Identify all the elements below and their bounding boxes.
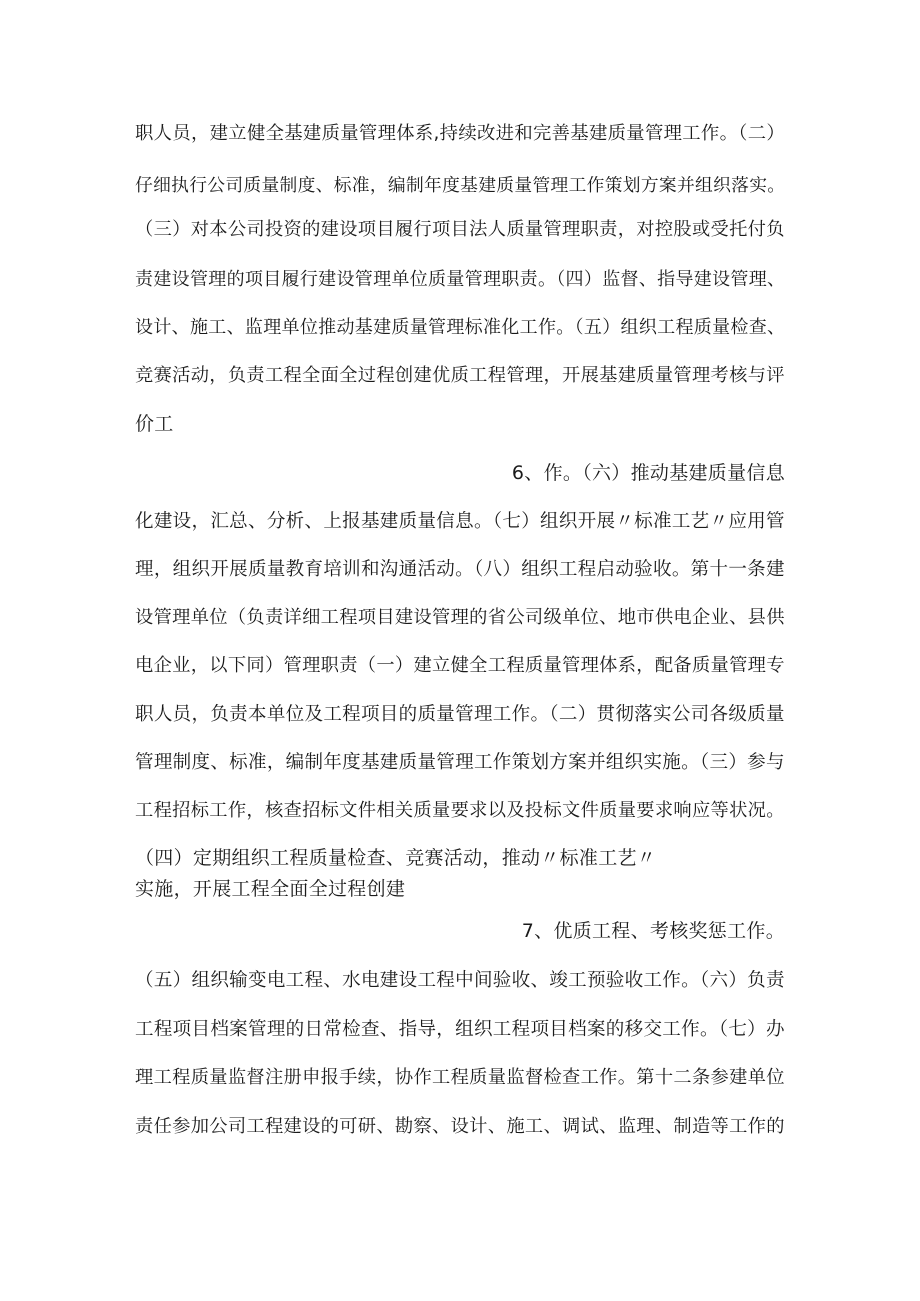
text-line: 实施，开展工程全面全过程创建 [135, 878, 406, 900]
section-heading-7: 7、优质工程、考核奖惩工作。 [521, 920, 785, 942]
text-line: 职人员，负责本单位及工程项目的质量管理工作。（二）贯彻落实公司各级质量 [135, 704, 785, 725]
text-line: （四）定期组织工程质量检查、竞赛活动，推动〃标准工艺〃 [135, 847, 657, 869]
text-line: 职人员，建立健全基建质量管理体系,持续改进和完善基建质量管理工作。（二） [135, 123, 786, 144]
text-line: 管理制度、标准，编制年度基建质量管理工作策划方案并组织实施。（三）参与 [135, 752, 785, 773]
text-line: 工程招标工作，核查招标文件相关质量要求以及投标文件质量要求响应等状况。 [135, 800, 785, 821]
text-line: 设管理单位（负责详细工程项目建设管理的省公司级单位、地市供电企业、县供 [135, 607, 785, 628]
text-line: （三）对本公司投资的建设项目履行项目法人质量管理职责，对控股或受托付负 [135, 219, 785, 240]
text-line: 工程项目档案管理的日常检查、指导，组织工程项目档案的移交工作。（七）办 [135, 1019, 785, 1040]
text-line: 仔细执行公司质量制度、标准，编制年度基建质量管理工作策划方案并组织落实。 [135, 176, 786, 196]
text-line: 理，组织开展质量教育培训和沟通活动。（八）组织工程启动验收。第十一条建 [135, 559, 785, 580]
section-heading-6: 6、作。（六）推动基建质量信息 [511, 462, 785, 484]
text-line: 价工 [135, 413, 174, 435]
text-line: （五）组织输变电工程、水电建设工程中间验收、竣工预验收工作。（六）负责 [135, 970, 785, 991]
text-line: 电企业，以下同）管理职责（一）建立健全工程质量管理体系，配备质量管理专 [135, 655, 785, 676]
text-line: 责任参加公司工程建设的可研、勘察、设计、施工、调试、监理、制造等工作的 [135, 1116, 785, 1137]
text-line: 设计、施工、监理单位推动基建质量管理标准化工作。（五）组织工程质量检查、 [135, 317, 786, 338]
text-line: 理工程质量监督注册申报手续，协作工程质量监督检查工作。第十二条参建单位 [135, 1067, 785, 1088]
text-line: 竞赛活动，负责工程全面全过程创建优质工程管理，开展基建质量管理考核与评 [135, 365, 785, 386]
text-line: 化建设，汇总、分析、上报基建质量信息。（七）组织开展〃标准工艺〃应用管 [135, 511, 785, 532]
text-line: 责建设管理的项目履行建设管理单位质量管理职责。（四）监督、指导建设管理、 [135, 269, 786, 290]
